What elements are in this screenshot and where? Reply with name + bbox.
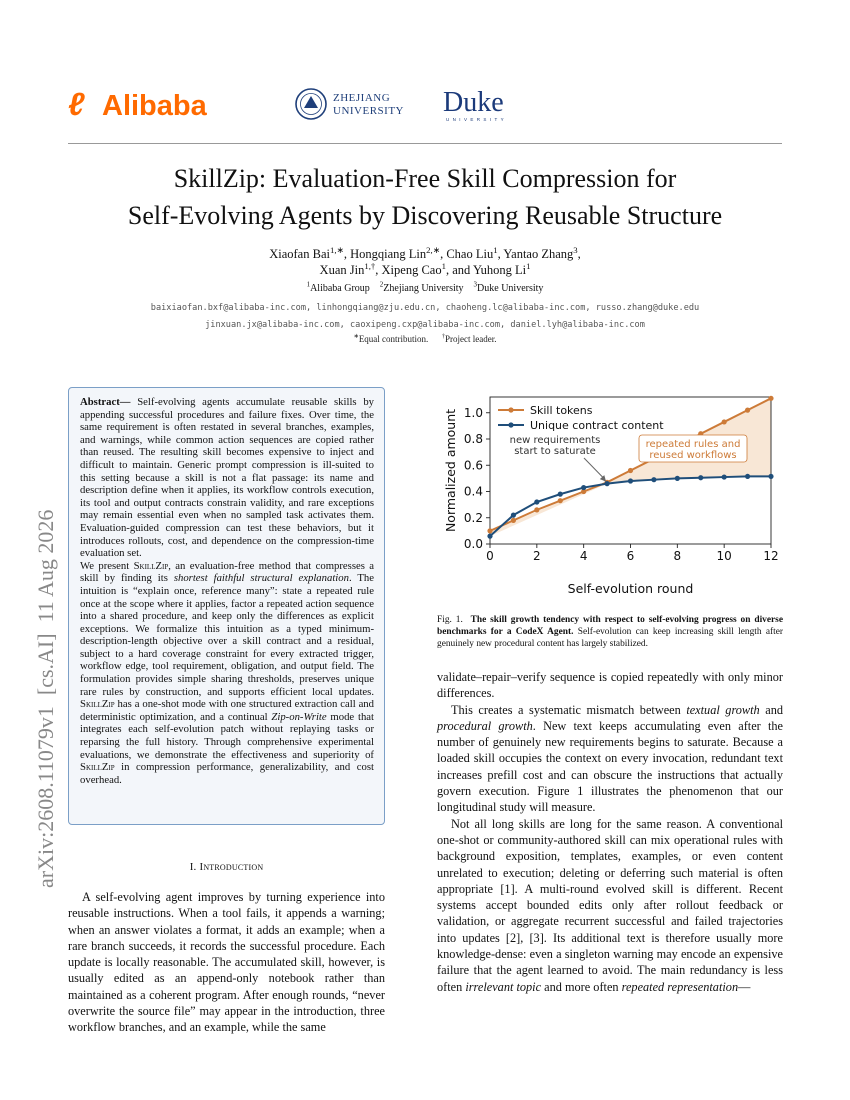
data-point bbox=[768, 396, 773, 401]
section-number: I. bbox=[189, 861, 197, 873]
data-point bbox=[487, 534, 492, 539]
right-column-body bbox=[437, 669, 783, 995]
emphasis: Zip-on-Write bbox=[271, 710, 327, 723]
x-axis-label: Self-evolution round bbox=[567, 581, 694, 596]
legend-label: Skill tokens bbox=[530, 404, 593, 417]
alibaba-logo bbox=[68, 86, 208, 122]
text: mode that integrates each self-evolution patch without replaying tasks or reparsing the full history. Through comprehensive experimental evaluations, we demonstrate the effectiveness and superiority of bbox=[80, 710, 375, 761]
institution-logos bbox=[68, 84, 528, 124]
annotation-line: repeated rules and bbox=[645, 439, 741, 450]
email-line: baixiaofan.bxf@alibaba-inc.com, linhongqiang@zju.edu.cn, chaoheng.lc@alibaba-inc.com, russo.zhang@duke.edu bbox=[150, 303, 700, 313]
affiliation: Duke University bbox=[477, 283, 544, 294]
data-point bbox=[534, 499, 539, 504]
author-mark: 1 bbox=[493, 244, 498, 255]
duke-logo bbox=[443, 87, 507, 122]
figure-label: Fig. 1. bbox=[437, 615, 463, 625]
text: We present bbox=[80, 559, 134, 572]
y-tick-label: 0.6 bbox=[463, 458, 483, 473]
emphasis: procedural growth bbox=[437, 718, 533, 733]
data-point bbox=[628, 478, 633, 483]
data-point bbox=[745, 408, 750, 413]
title-line-2: Self-Evolving Agents by Discovering Reusable Structure bbox=[127, 201, 723, 230]
x-tick-label: 6 bbox=[626, 549, 635, 563]
y-tick-label: 0.4 bbox=[463, 484, 483, 499]
annotation-line: new requirements bbox=[509, 435, 601, 446]
author-mark: 3 bbox=[573, 244, 578, 255]
author-list: Xiaofan Bai$^{1,∗}$, Hongqiang Lin$^{2,∗}$, Chao Liu$^1$, Yantao Zhang$^3$, Xuan Jin$^{1,\dagger}$, Xipeng Cao$^1$, and Yuhong Li$^1$ bbox=[269, 244, 581, 277]
text: Not all long skills are long for the same reason. A conventional one-shot or community-authored skill can mix operational rules with background exposition, templates, examples, or even content unrelated to execution; deleting or deferring such material is often appropriate [1]. A multi-round evolved skill is different. Recent systems accept bounded edits only after rollout feedback or validation, or aggregate recurrent successful and failed trajectories into updates [2], [3]. Its additional text is therefore usually more knowledge-dense: even a singleton warning may encode an expensive failure that the agent learned to avoid. The main redundancy is less often bbox=[437, 816, 783, 994]
emphasis: shortest faithful structural explanation bbox=[173, 572, 349, 585]
author-name: Hongqiang Lin bbox=[350, 247, 427, 261]
author-name: Xiaofan Bai bbox=[269, 247, 330, 261]
y-tick-label: 1.0 bbox=[463, 405, 483, 420]
skill-growth-chart bbox=[436, 393, 784, 603]
chart-legend bbox=[498, 404, 664, 432]
data-point bbox=[651, 477, 656, 482]
author-mark: 1,† bbox=[364, 260, 376, 271]
author-name: Xuan Jin bbox=[319, 263, 365, 277]
alibaba-logo-glyph: ℓ bbox=[68, 86, 85, 122]
intro-paragraph-1: A self-evolving agent improves by turning experience into reusable instructions. When a tool fails, it appends a warning; when an answer violates a format, it adds an example; when a rare branch succeeds, it records the successful procedure. Each update is locally reasonable. The accumulated skill, however, is usually edited as an append-only notebook rather than maintained as a coherent program. After enough rounds, “never overwrite the source file” may appear in the introduction, three workflow branches, and an example, while the same bbox=[68, 890, 385, 1035]
emphasis: repeated representation bbox=[621, 979, 739, 994]
author-mark: 1 bbox=[441, 260, 446, 271]
text: in compression performance, generalizability, and cost overhead. bbox=[80, 761, 374, 786]
author-name: Yantao Zhang bbox=[503, 247, 574, 261]
data-point bbox=[745, 474, 750, 479]
email-line: jinxuan.jx@alibaba-inc.com, caoxipeng.cxp@alibaba-inc.com, daniel.lyh@alibaba-inc.com bbox=[205, 320, 645, 330]
duke-logo-sub: UNIVERSITY bbox=[446, 117, 508, 122]
body-paragraph bbox=[437, 702, 783, 816]
zju-logo-line2: UNIVERSITY bbox=[333, 105, 404, 117]
data-point bbox=[511, 518, 516, 523]
affiliation: Alibaba Group bbox=[310, 283, 370, 294]
body-paragraph: validate–repair–verify sequence is copied repeatedly with only minor differences. bbox=[437, 670, 783, 701]
annotation-repeated bbox=[639, 435, 747, 462]
abstract-paragraph-1: Self-evolving agents accumulate reusable skills by appending successful procedures and failure fixes. Over time, the same requirement is often restated in several branches, examples, and warnings, while common action sequences are copied rather than reused. The resulting skill becomes expensive to inject and difficult to maintain. Generic prompt compression is ill-suited to this setting because a skill is not a flat passage: its name and description define when it applies, its workflow controls execution, its tool and output contracts constrain validity, and rare exceptions may remain essential even when no sampled task activates them. Evaluation-guided compression can test these behaviors, but it introduces rollouts, cost, and dependence on the compression-time evaluation set. bbox=[80, 396, 375, 560]
zju-logo-line1: ZHEJIANG bbox=[333, 92, 391, 104]
abstract-paragraph-2 bbox=[80, 560, 374, 787]
data-point bbox=[628, 468, 633, 473]
paper-title bbox=[60, 160, 790, 234]
arxiv-stamp bbox=[20, 400, 64, 890]
zju-logo bbox=[296, 89, 404, 119]
abstract-box bbox=[68, 387, 385, 825]
figure-caption bbox=[437, 614, 783, 650]
annotation-saturate bbox=[510, 435, 606, 482]
y-tick-label: 0.0 bbox=[463, 537, 483, 551]
y-tick-label: 0.8 bbox=[463, 432, 483, 446]
method-name: SkillZip bbox=[80, 698, 115, 711]
annotation-arrow bbox=[584, 458, 605, 480]
author-mark: 2,∗ bbox=[426, 244, 441, 255]
caption-rest: Self-evolution can keep increasing skill length after genuinely new procedural content has largely stabilized. bbox=[437, 627, 783, 649]
author-emails bbox=[60, 300, 790, 334]
data-point bbox=[675, 476, 680, 481]
header-rule bbox=[68, 143, 782, 144]
y-tick-label: 0.2 bbox=[463, 510, 483, 525]
author-name: Chao Liu bbox=[446, 247, 494, 261]
section-title: Introduction bbox=[199, 861, 264, 873]
body-paragraph bbox=[437, 816, 783, 995]
data-point bbox=[768, 474, 773, 479]
alibaba-logo-text: Alibaba bbox=[102, 90, 207, 122]
caption-bold: The skill growth tendency with respect to self-evolving progress on diverse benchmarks for a CodeX Agent. bbox=[437, 615, 783, 637]
data-point bbox=[604, 481, 609, 486]
text: — bbox=[738, 979, 751, 994]
data-point bbox=[558, 492, 563, 497]
text: , an evaluation-free method that compresses a skill by finding its bbox=[80, 559, 374, 585]
text: This creates a systematic mismatch between bbox=[451, 702, 687, 717]
emphasis: textual growth bbox=[686, 702, 760, 717]
affil-mark: 3 bbox=[473, 280, 478, 289]
author-mark: 1,∗ bbox=[329, 244, 344, 255]
x-tick-label: 12 bbox=[763, 549, 779, 563]
note-equal-contribution: Equal contribution. bbox=[358, 334, 429, 344]
text: . New text keeps accumulating even after the number of genuinely new requirements begins to saturate. Because a loaded skill occupies the context on every invocation, redundant text increases prefill cost and can obscure the instructions that actually govern execution. Figure 1 illustrates the phenomenon that our longitudinal study will measure. bbox=[437, 718, 784, 815]
note-mark: † bbox=[441, 333, 445, 340]
note-mark: ∗ bbox=[353, 333, 359, 340]
emphasis: irrelevant topic bbox=[465, 979, 542, 994]
affil-mark: 1 bbox=[306, 280, 311, 289]
data-point bbox=[487, 528, 492, 533]
author-name: Yuhong Li bbox=[472, 263, 527, 277]
data-point bbox=[511, 513, 516, 518]
annotation-arrowhead bbox=[600, 475, 606, 481]
series-line-unique-content bbox=[490, 476, 771, 536]
x-tick-label: 0 bbox=[486, 549, 494, 563]
section-heading-introduction bbox=[68, 861, 385, 873]
text: has a one-shot mode with one structured extraction call and deterministic optimization, and a continual bbox=[80, 698, 374, 723]
data-point bbox=[722, 474, 727, 479]
annotation-line: reused workflows bbox=[649, 450, 737, 461]
data-point bbox=[581, 485, 586, 490]
title-line-1: SkillZip: Evaluation-Free Skill Compression for bbox=[173, 164, 677, 193]
y-axis-label: Normalized amount bbox=[443, 408, 458, 533]
data-point bbox=[722, 419, 727, 424]
data-point bbox=[698, 475, 703, 480]
note-project-leader: Project leader. bbox=[444, 334, 497, 344]
affiliations bbox=[60, 280, 790, 294]
method-name: SkillZip bbox=[80, 761, 115, 774]
text: and more often bbox=[541, 979, 622, 994]
affil-mark: 2 bbox=[379, 280, 384, 289]
arxiv-id: arXiv:2608.11079v1 [cs.AI] 11 Aug 2026 bbox=[33, 509, 58, 888]
data-point bbox=[534, 507, 539, 512]
x-tick-label: 10 bbox=[716, 549, 732, 563]
duke-logo-text: Duke bbox=[443, 87, 504, 118]
method-name: SkillZip bbox=[133, 559, 169, 572]
author-notes bbox=[60, 334, 790, 344]
x-tick-label: 4 bbox=[579, 549, 588, 563]
legend-label: Unique contract content bbox=[530, 419, 664, 432]
data-point bbox=[558, 498, 563, 503]
annotation-line: start to saturate bbox=[514, 446, 596, 457]
text: and bbox=[759, 702, 783, 717]
x-tick-label: 2 bbox=[533, 549, 541, 563]
affiliation: Zhejiang University bbox=[383, 283, 464, 294]
author-name: Xipeng Cao bbox=[381, 263, 442, 277]
text: . The intuition is “explain once, reference many”: state a repeated rule once at the scope where it applies, factor a repeated action sequence into a shared procedure, and keep only the differences as explicit exceptions. We formalize this intuition as a typed minimum-description-length objective over a skill contract and a residual, subject to a hard coverage constraint for every extracted trigger, workflow edge, tool requirement, obligation, and output field. The formulation provides simple sharing thresholds, preserves unique rare rules by construction, and supports efficient local updates. bbox=[80, 572, 374, 698]
author-mark: 1 bbox=[526, 260, 531, 271]
x-tick-label: 8 bbox=[673, 549, 682, 563]
abstract-label: Abstract— bbox=[80, 396, 131, 408]
